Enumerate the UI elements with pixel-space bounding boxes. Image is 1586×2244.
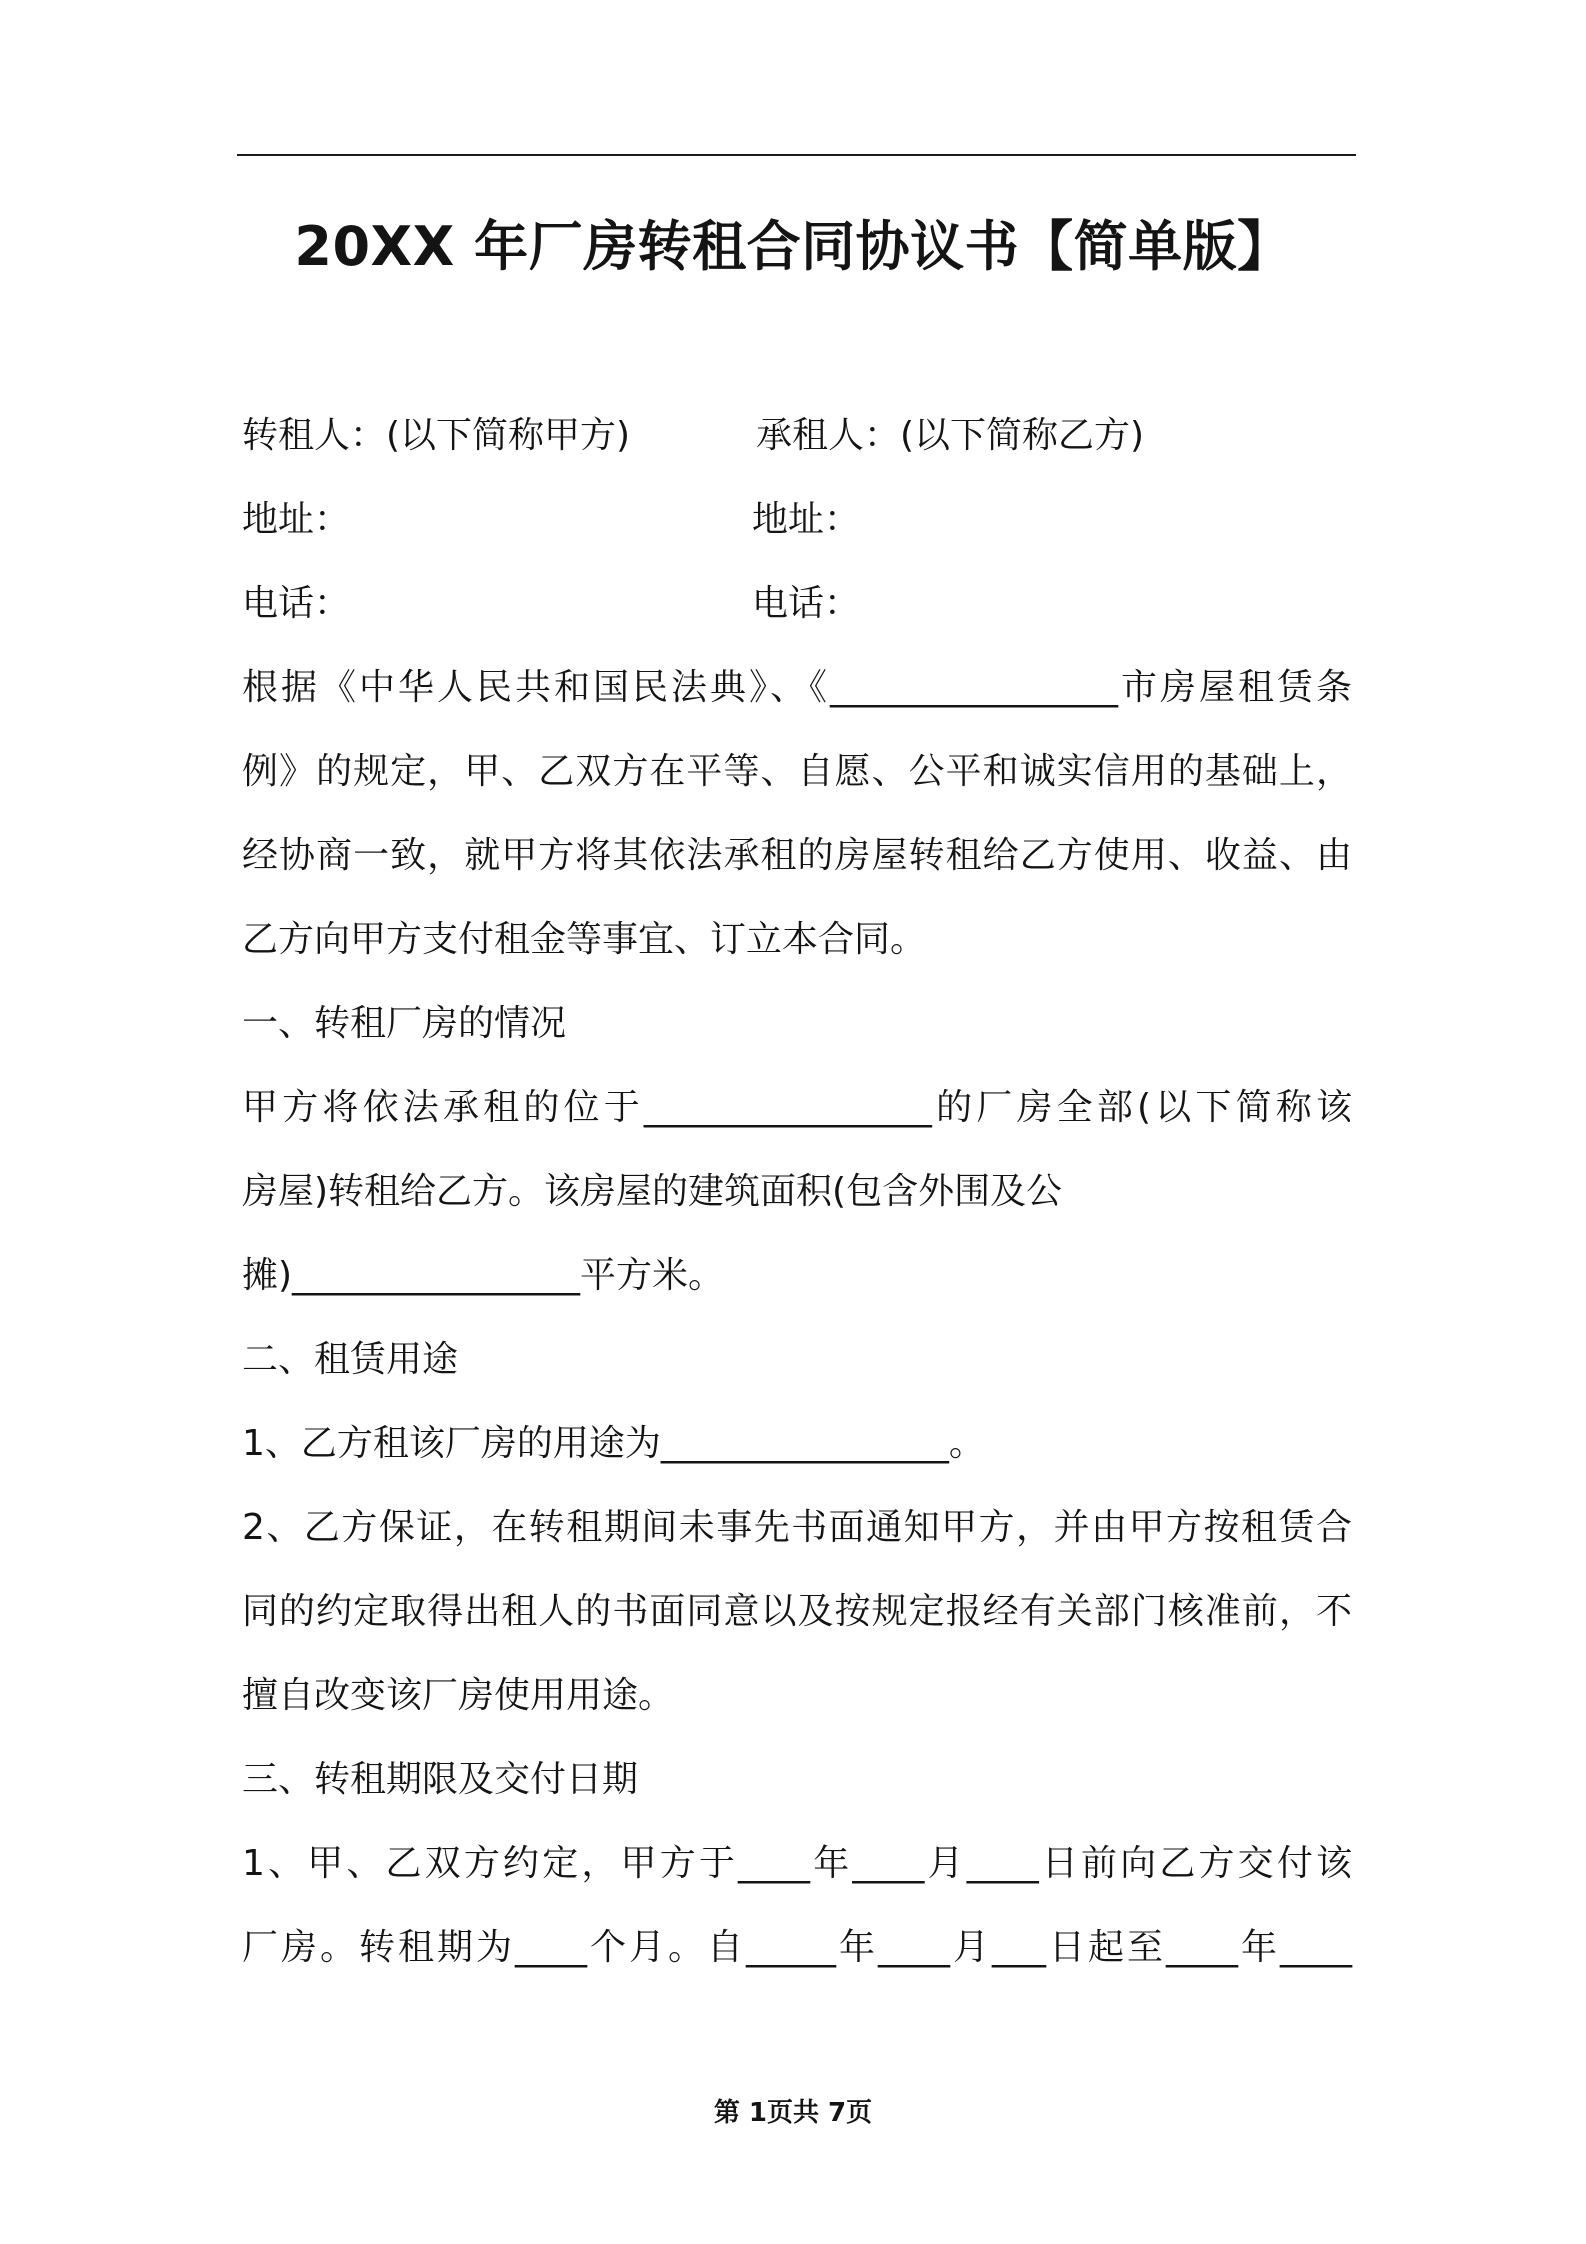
body-line: 1、甲、乙双方约定，甲方于____年____月____日前向乙方交付该 (242, 1843, 1352, 1884)
body-line: 2、乙方保证，在转租期间未事先书面通知甲方，并由甲方按租赁合 (242, 1507, 1352, 1548)
document-title: 20XX 年厂房转租合同协议书【简单版】 (294, 215, 1292, 278)
body-line: 乙方向甲方支付租金等事宜、订立本合同。 (242, 919, 927, 960)
sublessee-address: 地址： (752, 499, 861, 540)
body-line: 经协商一致，就甲方将其依法承租的房屋转租给乙方使用、收益、由 (242, 835, 1352, 876)
sublessee-phone: 电话： (752, 583, 861, 624)
body-line: 甲方将依法承租的位于________________的厂房全部(以下简称该 (242, 1087, 1352, 1128)
section-heading: 三、转租期限及交付日期 (242, 1759, 639, 1800)
header-rule (237, 154, 1356, 156)
body-line: 擅自改变该厂房使用用途。 (242, 1675, 675, 1716)
body-line: 根据《中华人民共和国民法典》、《________________市房屋租赁条 (242, 667, 1352, 708)
body-line: 摊)________________平方米。 (242, 1255, 725, 1296)
page-number-footer: 第 1页共 7页 (713, 2098, 873, 2128)
body-line: 房屋)转租给乙方。该房屋的建筑面积(包含外围及公 (242, 1171, 1063, 1212)
sublessor-phone: 电话： (242, 583, 351, 624)
body-line: 同的约定取得出租人的书面同意以及按规定报经有关部门核准前，不 (242, 1591, 1352, 1632)
section-heading: 二、租赁用途 (242, 1339, 459, 1380)
body-line: 厂房。转租期为____个月。自_____年____月___日起至____年____ (242, 1927, 1352, 1968)
body-line: 例》的规定，甲、乙双方在平等、自愿、公平和诚实信用的基础上， (242, 751, 1352, 792)
sublessor-address: 地址： (242, 499, 351, 540)
sublessee-label: 承租人：(以下简称乙方) (756, 415, 1145, 456)
sublessor-label: 转租人：(以下简称甲方) (242, 415, 631, 456)
body-line: 1、乙方租该厂房的用途为________________。 (242, 1423, 985, 1464)
section-heading: 一、转租厂房的情况 (242, 1003, 567, 1044)
